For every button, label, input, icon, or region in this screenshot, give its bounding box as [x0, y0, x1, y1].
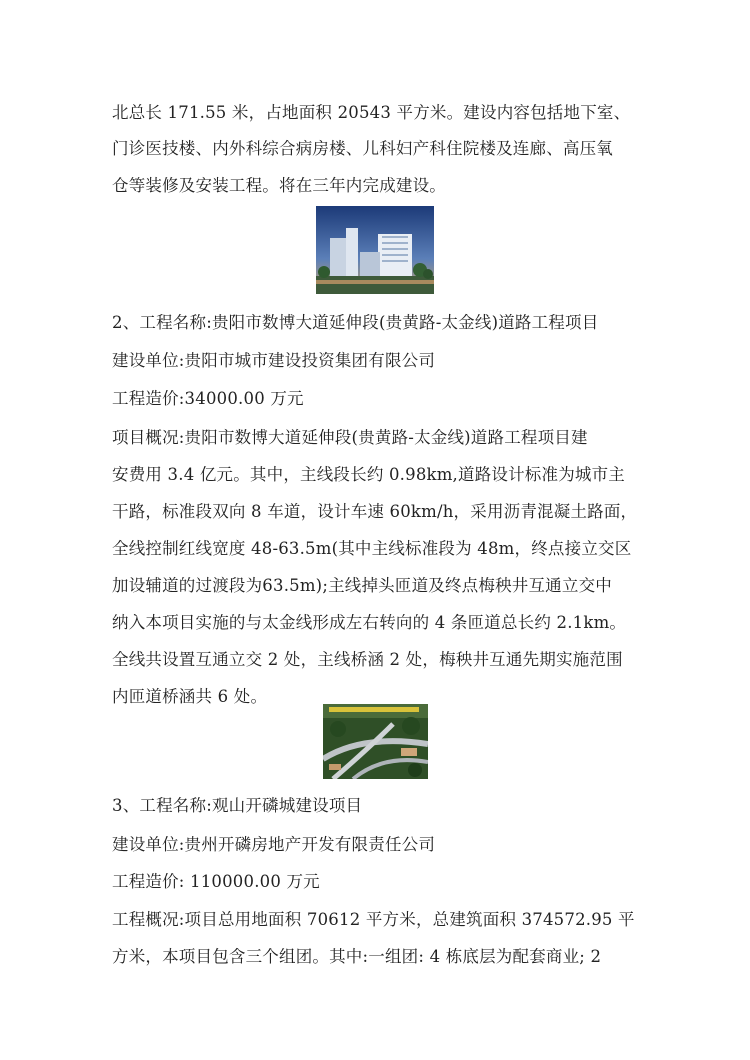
project-2-overview-line: 安费用 3.4 亿元。其中，主线段长约 0.98km,道路设计标准为城市主 — [112, 465, 626, 484]
project-2-cost: 工程造价:34000.00 万元 — [112, 389, 304, 408]
project-2-overview-line: 全线控制红线宽度 48-63.5m(其中主线标准段为 48m，终点接立交区 — [112, 539, 632, 558]
project-2-overview-line: 内匝道桥涵共 6 处。 — [112, 687, 268, 706]
project-3-cost: 工程造价: 110000.00 万元 — [112, 872, 320, 891]
project-2-overview-line: 纳入本项目实施的与太金线形成左右转向的 4 条匝道总长约 2.1km。 — [112, 613, 627, 632]
project-3-overview-line: 工程概况:项目总用地面积 70612 平方米，总建筑面积 374572.95 平 — [112, 910, 635, 929]
paragraph-line: 北总长 171.55 米，占地面积 20543 平方米。建设内容包括地下室、 — [112, 103, 631, 122]
hospital-rendering-image — [316, 206, 434, 294]
paragraph-line: 仓等装修及安装工程。将在三年内完成建设。 — [112, 176, 446, 195]
project-2-unit: 建设单位:贵阳市城市建设投资集团有限公司 — [112, 351, 436, 370]
project-2-title: 2、工程名称:贵阳市数博大道延伸段(贵黄路-太金线)道路工程项目 — [112, 313, 599, 332]
project-3-unit: 建设单位:贵州开磷房地产开发有限责任公司 — [112, 835, 436, 854]
project-3-overview-line: 方米，本项目包含三个组团。其中:一组团: 4 栋底层为配套商业; 2 — [112, 947, 602, 966]
project-2-overview-line: 全线共设置互通立交 2 处，主线桥涵 2 处，梅秧井互通先期实施范围 — [112, 650, 623, 669]
project-2-overview-line: 项目概况:贵阳市数博大道延伸段(贵黄路-太金线)道路工程项目建 — [112, 428, 588, 447]
project-2-overview-line: 加设辅道的过渡段为63.5m);主线掉头匝道及终点梅秧井互通立交中 — [112, 576, 612, 595]
project-2-overview-line: 干路，标准段双向 8 车道，设计车速 60km/h，采用沥青混凝土路面， — [112, 502, 638, 521]
highway-interchange-image — [323, 704, 428, 779]
paragraph-line: 门诊医技楼、内外科综合病房楼、儿科妇产科住院楼及连廊、高压氧 — [112, 139, 613, 158]
project-3-title: 3、工程名称:观山开磷城建设项目 — [112, 796, 363, 815]
